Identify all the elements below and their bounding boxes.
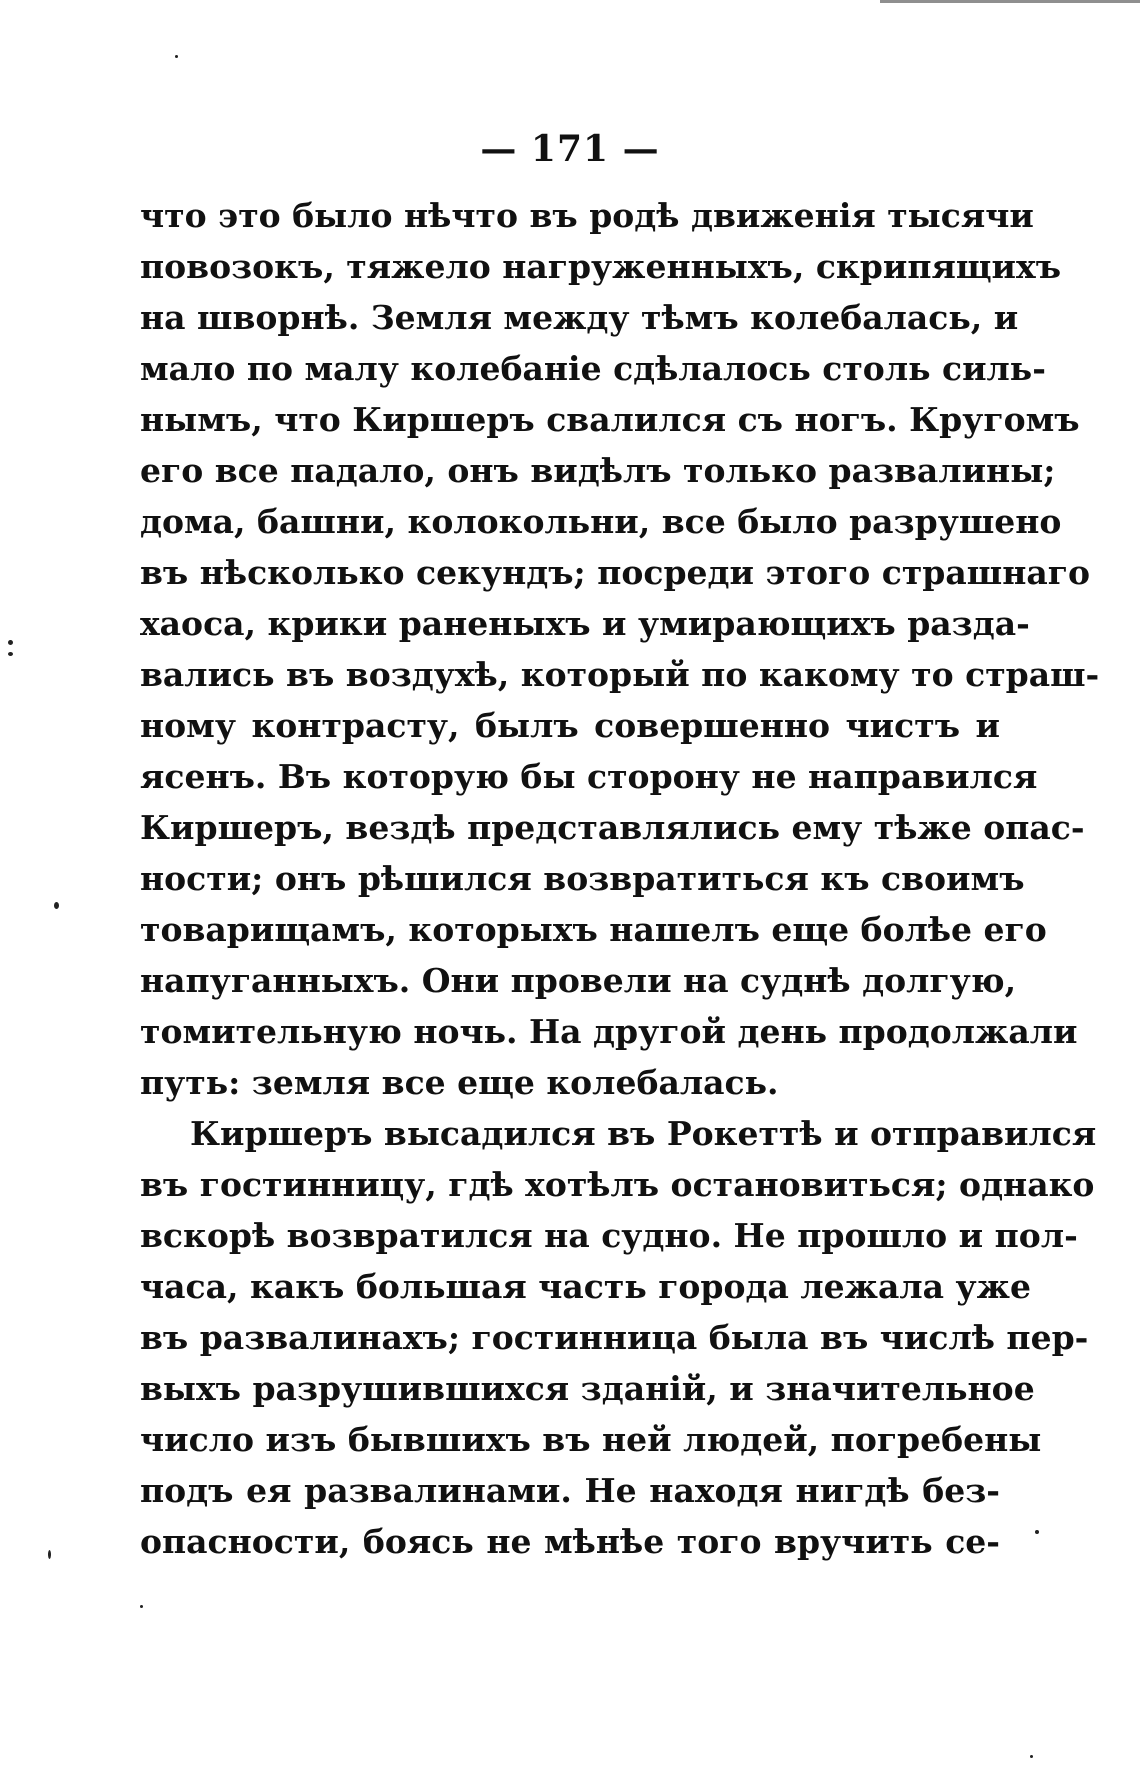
scan-speck (54, 902, 59, 909)
scan-speck (8, 640, 13, 645)
text-line: выхъ разрушившихся зданій, и значительное (140, 1369, 1035, 1408)
text-line: Киршеръ, вездѣ представлялись ему тѣже опас- (140, 808, 1085, 847)
text-line: на шворнѣ. Земля между тѣмъ колебалась, и (140, 298, 1019, 337)
text-line: ности; онъ рѣшился возвратиться къ своимъ (140, 859, 1025, 898)
text-line: въ нѣсколько секундъ; посреди этого страшнаго (140, 553, 1090, 592)
scan-speck (1035, 1530, 1039, 1534)
text-line: подъ ея развалинами. Не находя нигдѣ без- (140, 1471, 1000, 1510)
text-line: въ развалинахъ; гостинница была въ числѣ пер- (140, 1318, 1089, 1357)
body-text (140, 190, 1100, 1567)
paragraph-first-line: Киршеръ высадился въ Рокеттѣ и отправился (190, 1114, 1097, 1153)
text-line: мало по малу колебаніе сдѣлалось столь силь- (140, 349, 1046, 388)
text-line: ясенъ. Въ которую бы сторону не направился (140, 757, 1038, 796)
scan-speck (175, 55, 178, 58)
text-line: часа, какъ большая часть города лежала уже (140, 1267, 1031, 1306)
text-line: опасности, боясь не мѣнѣе того вручить се- (140, 1522, 1000, 1561)
text-line: путь: земля все еще колебалась. (140, 1063, 779, 1102)
text-line: повозокъ, тяжело нагруженныхъ, скрипящихъ (140, 247, 1062, 286)
scan-speck (48, 1550, 51, 1559)
text-line: его все падало, онъ видѣлъ только развалины; (140, 451, 1056, 490)
text-line: товарищамъ, которыхъ нашелъ еще болѣе его (140, 910, 1047, 949)
scan-speck (140, 1605, 143, 1608)
text-line: хаоса, крики раненыхъ и умирающихъ разда- (140, 604, 1030, 643)
scan-speck (8, 652, 13, 656)
top-edge-rule (880, 0, 1140, 3)
text-line: ному контрасту, былъ совершенно чистъ и (140, 706, 1000, 745)
scan-speck (1030, 1755, 1033, 1758)
text-line: число изъ бывшихъ въ ней людей, погребены (140, 1420, 1042, 1459)
text-line: въ гостинницу, гдѣ хотѣлъ остановиться; однако (140, 1165, 1095, 1204)
text-line: вались въ воздухѣ, который по какому то страш- (140, 655, 1100, 694)
text-line: вскорѣ возвратился на судно. Не прошло и пол- (140, 1216, 1078, 1255)
text-line: нымъ, что Киршеръ свалился съ ногъ. Кругомъ (140, 400, 1080, 439)
text-line: дома, башни, колокольни, все было разрушено (140, 502, 1062, 541)
page-number: — 171 — (480, 128, 660, 170)
text-line: напуганныхъ. Они провели на суднѣ долгую, (140, 961, 1017, 1000)
text-line: что это было нѣчто въ родѣ движенія тысячи (140, 196, 1034, 235)
text-line: томительную ночь. На другой день продолжали (140, 1012, 1078, 1051)
